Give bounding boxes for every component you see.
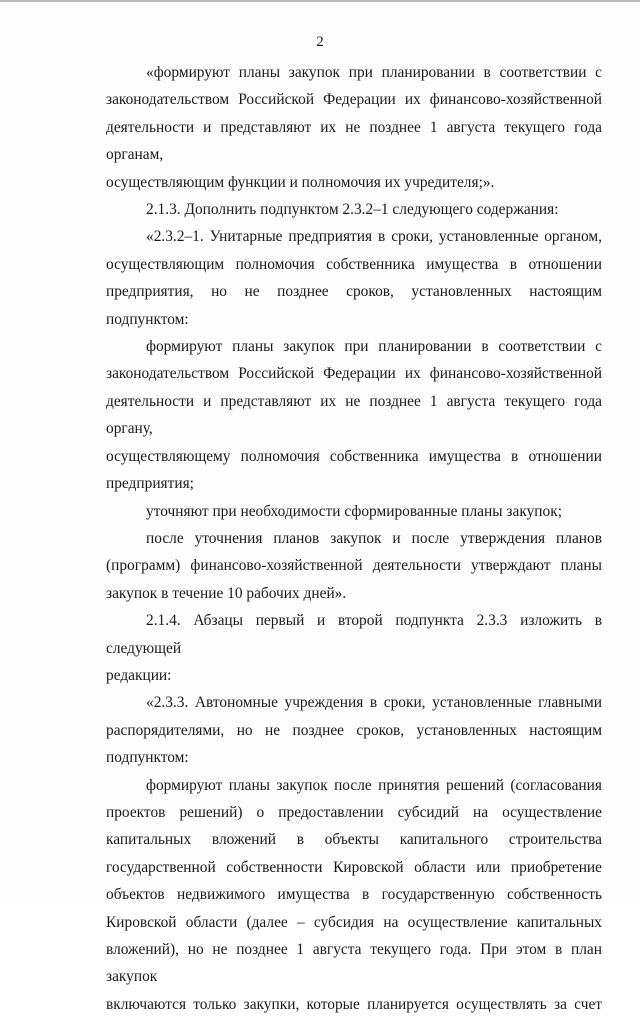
text-line: государственной собственности Кировской области или приобретение	[106, 858, 602, 876]
text-line: предприятия, но не позднее сроков, установленных настоящим подпунктом:	[106, 283, 602, 328]
text-line: деятельности и представляют их не позднее 1 августа текущего года органу,	[106, 392, 602, 438]
text-line: «формируют планы закупок при планировании в соответствии с	[146, 64, 602, 81]
text-line: Кировской области (далее – субсидия на осуществление капитальных	[106, 913, 602, 931]
document-body	[106, 59, 602, 1018]
text-line: формируют планы закупок после принятия решений (согласования	[146, 776, 602, 794]
page-number: 2	[316, 34, 324, 50]
text-line: редакции:	[106, 666, 172, 684]
text-line: распорядителями, но не позднее сроков, установленных настоящим	[106, 721, 602, 739]
text-line: проектов решений) о предоставлении субсидий на осуществление	[106, 803, 602, 821]
text-line: закупок в течение 10 рабочих дней».	[106, 584, 347, 602]
text-line: после уточнения планов закупок и после утверждения планов	[146, 529, 602, 547]
text-line: 2.1.3. Дополнить подпунктом 2.3.2–1 следующего содержания:	[146, 201, 559, 219]
text-line: формируют планы закупок при планировании в соответствии с	[146, 338, 602, 356]
text-line: капитальных вложений в объекты капитального строительства	[106, 831, 602, 849]
text-line: осуществляющему полномочия собственника имущества в отношении	[106, 447, 602, 465]
text-line: уточняют при необходимости сформированные планы закупок;	[146, 502, 562, 520]
page-top-edge	[0, 0, 640, 2]
text-line: осуществляющим полномочия собственника имущества в отношении	[106, 255, 602, 273]
text-line: вложений), но не позднее 1 августа текущего года. При этом в план закупок	[106, 941, 602, 986]
text-line: предприятия;	[106, 475, 194, 493]
text-line: включаются только закупки, которые планируется осуществлять за счет	[106, 995, 602, 1013]
text-line: деятельности и представляют их не позднее 1 августа текущего года органам,	[106, 118, 602, 164]
text-line: 2.1.4. Абзацы первый и второй подпункта 2.3.3 изложить в следующей	[106, 612, 602, 657]
text-line: законодательством Российской Федерации их финансово-хозяйственной	[106, 91, 602, 109]
text-line: подпунктом:	[106, 749, 189, 767]
text-line: «2.3.2–1. Унитарные предприятия в сроки, установленные органом,	[146, 228, 602, 246]
text-line: (программ) финансово-хозяйственной деятельности утверждают планы	[106, 557, 602, 575]
text-line: законодательством Российской Федерации их финансово-хозяйственной	[106, 365, 602, 383]
text-line: «2.3.3. Автономные учреждения в сроки, установленные главными	[146, 694, 602, 712]
text-line: объектов недвижимого имущества в государственную собственность	[106, 886, 602, 904]
text-line: осуществляющим функции и полномочия их учредителя;».	[106, 173, 495, 191]
